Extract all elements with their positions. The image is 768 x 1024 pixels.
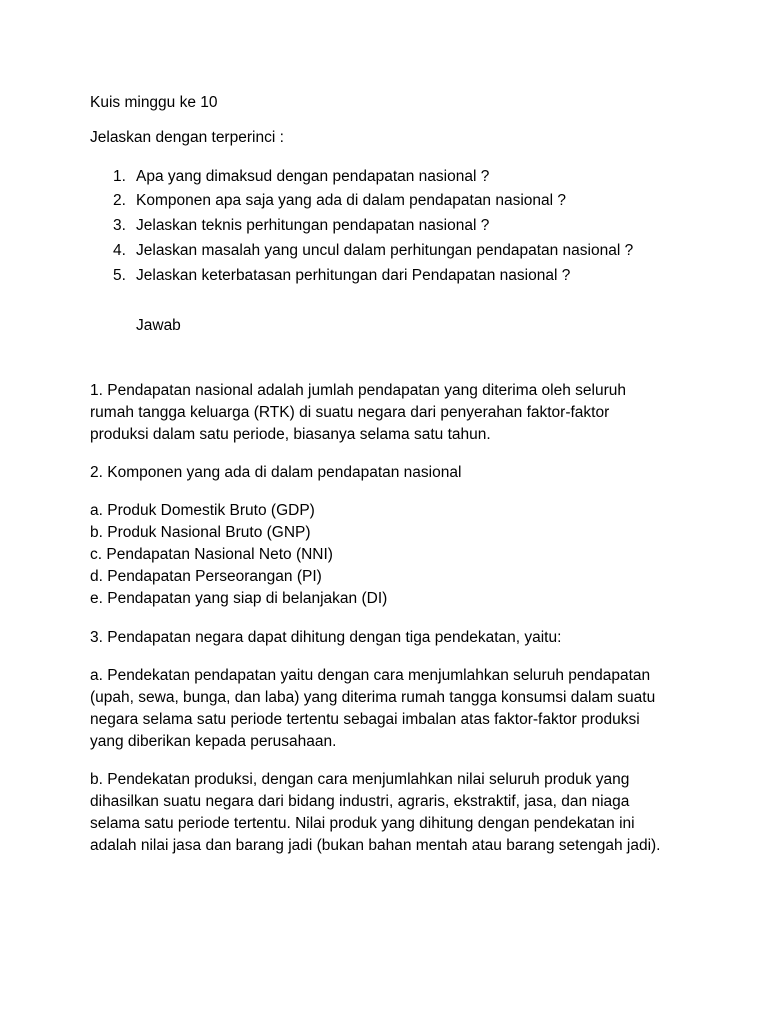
answer-2-intro: 2. Komponen yang ada di dalam pendapatan nasional [90,464,462,481]
answer-line: (upah, sewa, bunga, dan laba) yang diterima rumah tangga konsumsi dalam suatu [90,689,656,706]
question-number: 4. [113,242,126,259]
question-item: Komponen apa saja yang ada di dalam pendapatan nasional ? [136,192,567,209]
question-number: 1. [113,168,126,185]
answer-line: selama satu periode tertentu. Nilai produk yang dihitung dengan pendekatan ini [90,815,635,832]
answer-line: dihasilkan suatu negara dari bidang industri, agraris, ekstraktif, jasa, dan niaga [90,793,630,810]
answer-line: b. Pendekatan produksi, dengan cara menjumlahkan nilai seluruh produk yang [90,771,630,788]
list-item: b. Produk Nasional Bruto (GNP) [90,524,311,541]
list-item: a. Produk Domestik Bruto (GDP) [90,502,315,519]
list-item: e. Pendapatan yang siap di belanjakan (DI) [90,590,388,607]
list-item: c. Pendapatan Nasional Neto (NNI) [90,546,333,563]
answer-line: rumah tangga keluarga (RTK) di suatu negara dari penyerahan faktor-faktor [90,404,610,421]
question-item: Apa yang dimaksud dengan pendapatan nasional ? [136,168,490,185]
answer-line: negara selama satu periode tertentu sebagai imbalan atas faktor-faktor produksi [90,711,640,728]
question-number: 5. [113,267,126,284]
answer-3-intro: 3. Pendapatan negara dapat dihitung dengan tiga pendekatan, yaitu: [90,629,562,646]
question-item: Jelaskan masalah yang uncul dalam perhitungan pendapatan nasional ? [136,242,634,259]
answer-line: adalah nilai jasa dan barang jadi (bukan bahan mentah atau barang setengah jadi). [90,837,661,854]
question-item: Jelaskan keterbatasan perhitungan dari Pendapatan nasional ? [136,267,571,284]
question-item: Jelaskan teknis perhitungan pendapatan nasional ? [136,217,490,234]
document-title: Kuis minggu ke 10 [90,94,218,111]
answer-line: a. Pendekatan pendapatan yaitu dengan cara menjumlahkan seluruh pendapatan [90,667,651,684]
answer-line: yang diberikan kepada perusahaan. [90,733,337,750]
question-number: 3. [113,217,126,234]
answer-line: 1. Pendapatan nasional adalah jumlah pendapatan yang diterima oleh seluruh [90,382,627,399]
instruction-text: Jelaskan dengan terperinci : [90,129,284,146]
answer-line: produksi dalam satu periode, biasanya selama satu tahun. [90,426,491,443]
question-number: 2. [113,192,126,209]
list-item: d. Pendapatan Perseorangan (PI) [90,568,322,585]
jawab-label: Jawab [136,317,181,334]
